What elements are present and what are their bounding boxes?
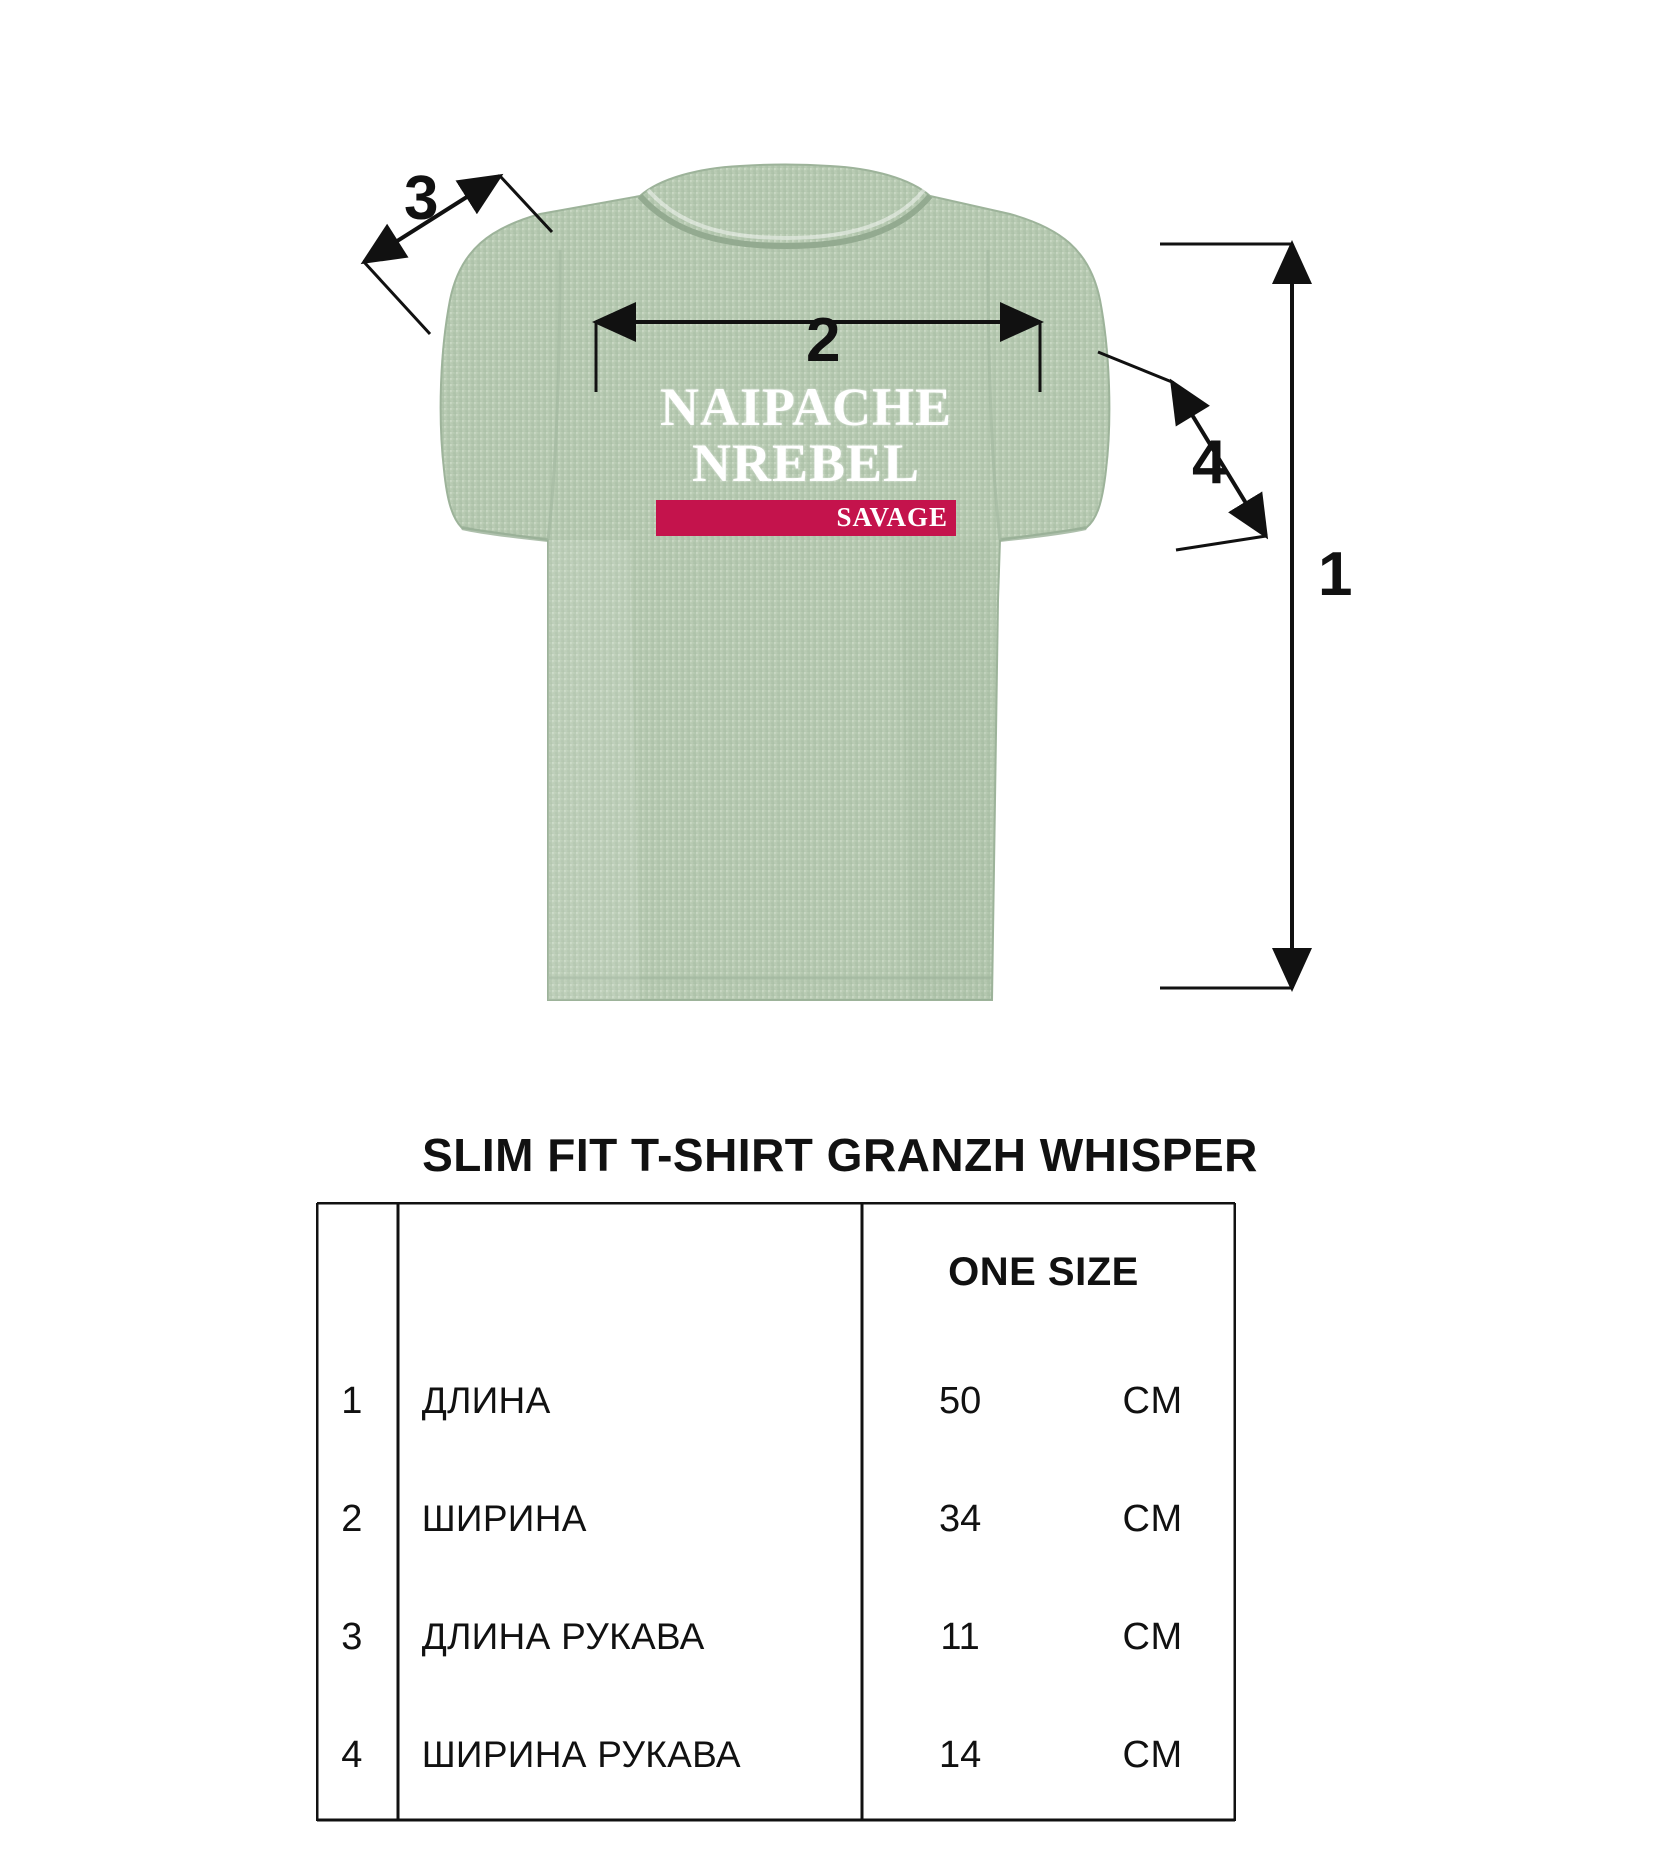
row-measurement: ДЛИНА РУКАВА (421, 1616, 705, 1657)
dim-label-3: 3 (404, 164, 439, 233)
row-value: 11 (940, 1615, 980, 1658)
row-unit: CM (1122, 1497, 1183, 1540)
print-line-1: NAIPACHE (659, 377, 952, 437)
row-number: 2 (341, 1497, 363, 1540)
row-unit: CM (1122, 1379, 1183, 1422)
header-size-cell: ONE SIZE (948, 1249, 1139, 1294)
dim-label-4: 4 (1192, 428, 1227, 497)
chest-print-graphic (656, 377, 956, 536)
print-badge-label: SAVAGE (836, 502, 948, 532)
row-unit: CM (1122, 1615, 1183, 1658)
row-value: 50 (938, 1379, 982, 1422)
row-measurement: ДЛИНА (421, 1380, 551, 1421)
row-number: 3 (341, 1615, 363, 1658)
size-chart-table (316, 1202, 1236, 1822)
page-title: SLIM FIT T-SHIRT GRANZH WHISPER (422, 1129, 1258, 1181)
print-line-2: NREBEL (691, 433, 921, 493)
row-value: 34 (938, 1497, 982, 1540)
row-number: 1 (341, 1379, 363, 1422)
print-badge (656, 500, 956, 536)
dimension-line-4 (1098, 352, 1266, 550)
table-row (316, 1696, 1236, 1814)
row-unit: CM (1122, 1733, 1183, 1776)
header-name-cell (388, 1202, 851, 1342)
row-value: 14 (938, 1733, 982, 1776)
header-num-cell (316, 1202, 388, 1342)
row-number: 4 (341, 1733, 363, 1776)
dimension-line-1 (1160, 244, 1292, 988)
table-row (316, 1578, 1236, 1696)
row-measurement: ШИРИНА РУКАВА (421, 1734, 741, 1775)
table-row (316, 1460, 1236, 1578)
tshirt-shape (441, 165, 1110, 1001)
row-measurement: ШИРИНА (421, 1498, 587, 1539)
dim-label-2: 2 (806, 306, 841, 375)
table-header-row (316, 1202, 1236, 1342)
table-row (316, 1342, 1236, 1460)
dim-label-1: 1 (1318, 540, 1353, 609)
